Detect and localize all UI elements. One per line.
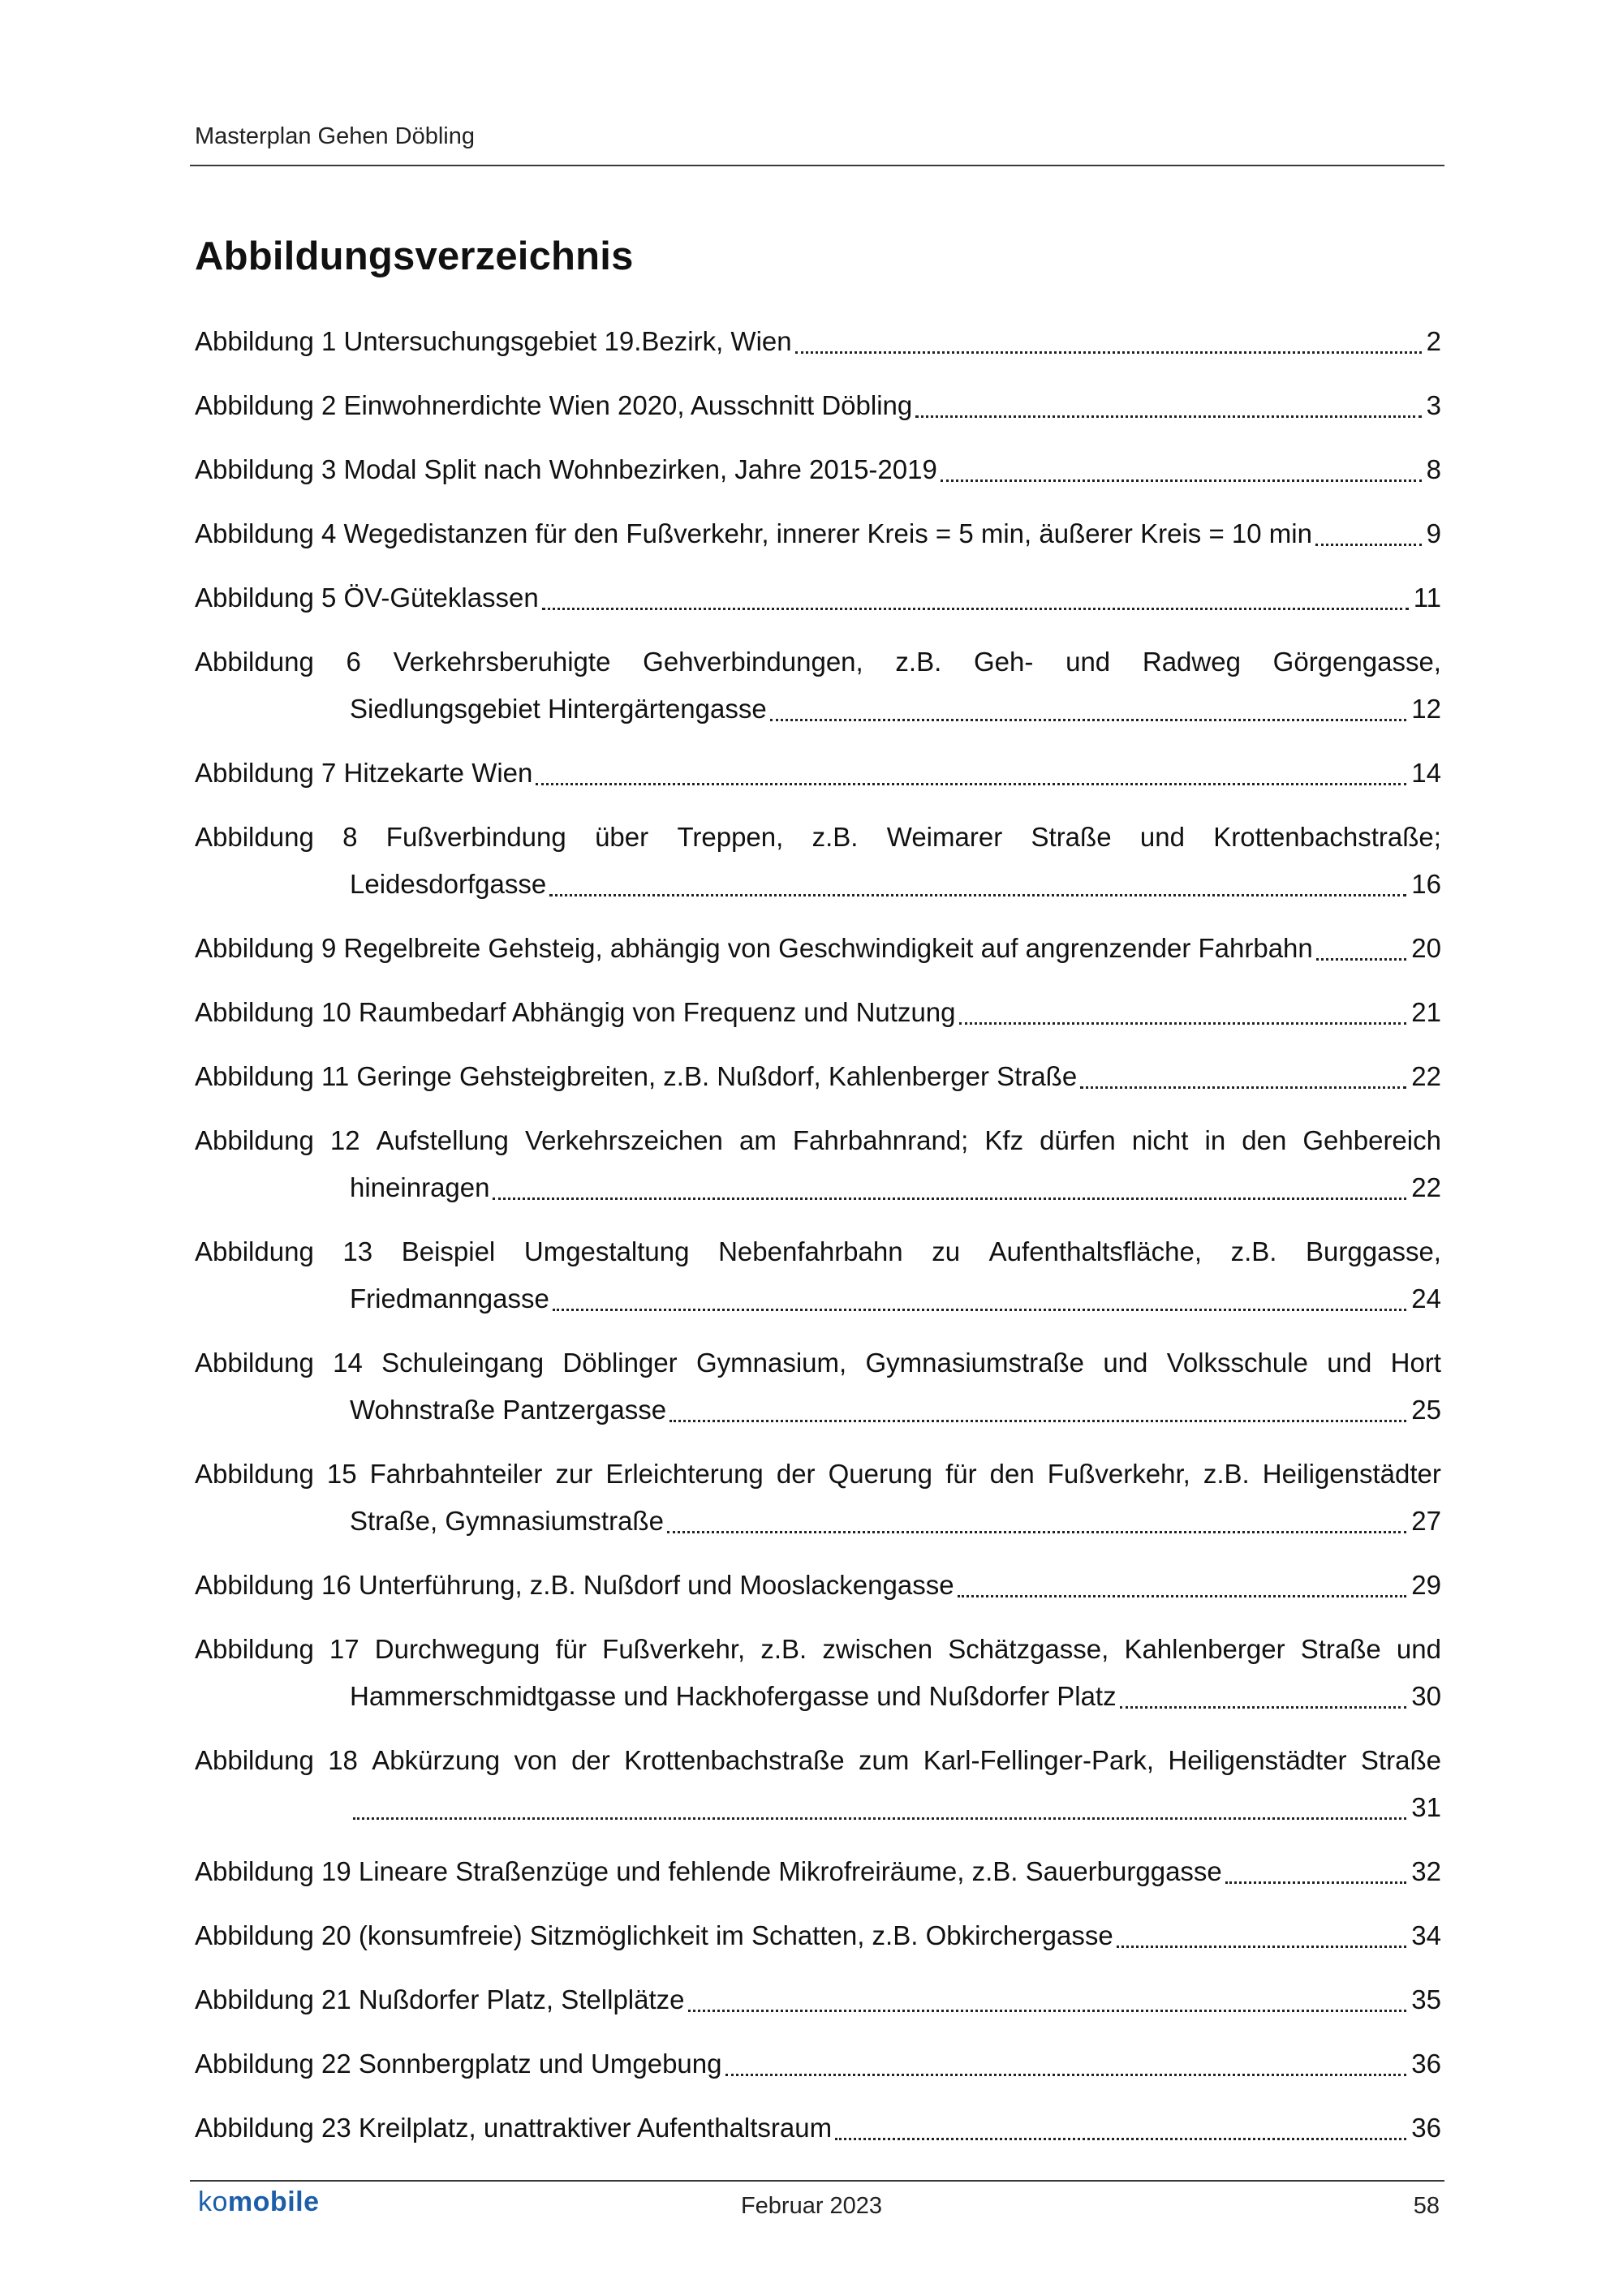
toc-word: zwischen: [822, 1634, 933, 1664]
toc-word: Weimarer: [886, 822, 1003, 852]
toc-word: und: [1327, 1348, 1372, 1378]
toc-word: zur: [555, 1459, 593, 1489]
toc-word: Schätzgasse,: [948, 1634, 1109, 1664]
toc-word: 18: [328, 1745, 358, 1775]
toc-entry[interactable]: [195, 1912, 1441, 1959]
toc-word: Aufenthaltsfläche,: [988, 1236, 1202, 1266]
toc-word: 12: [329, 1125, 360, 1155]
toc-word: Abbildung: [195, 822, 314, 852]
toc-word: Durchwegung: [374, 1634, 540, 1664]
toc-page-number: 25: [1411, 1395, 1441, 1425]
toc-word: Straße: [1031, 822, 1112, 852]
toc-entry[interactable]: [195, 446, 1441, 493]
toc-entry-text: Abbildung 16 Unterführung, z.B. Nußdorf und Mooslackengasse: [195, 1570, 954, 1600]
dot-leader: [795, 351, 1422, 354]
toc-word: für: [555, 1634, 588, 1664]
toc-page-number: 14: [1411, 758, 1441, 788]
toc-entry-text: Abbildung 20 (konsumfreie) Sitzmöglichkeit im Schatten, z.B. Obkirchergasse: [195, 1920, 1113, 1950]
toc-word: Erleichterung: [605, 1459, 764, 1489]
toc-entry-first-line: [195, 814, 1441, 861]
toc-entry[interactable]: [195, 1451, 1441, 1545]
toc-page-number: 32: [1411, 1856, 1441, 1886]
toc-word: über: [595, 822, 649, 852]
toc-word: Geh-: [974, 647, 1034, 677]
toc-page-number: 21: [1411, 997, 1441, 1027]
toc-entry-first-line: [195, 1737, 1441, 1784]
toc-word: 15: [326, 1459, 357, 1489]
toc-entry[interactable]: [195, 1848, 1441, 1895]
toc-word: Gymnasium,: [695, 1348, 847, 1378]
toc-entry[interactable]: [195, 1117, 1441, 1211]
dot-leader: [1117, 1946, 1407, 1948]
toc-entry[interactable]: [195, 318, 1441, 365]
toc-word: Karl-Fellinger-Park,: [923, 1745, 1155, 1775]
dot-leader: [667, 1531, 1406, 1533]
toc-word: Straße: [1360, 1745, 1441, 1775]
toc-entry-text: Abbildung 9 Regelbreite Gehsteig, abhängig von Geschwindigkeit auf angrenzender Fahrbahn: [195, 933, 1313, 963]
toc-word: der: [571, 1745, 610, 1775]
toc-entry[interactable]: [195, 1626, 1441, 1720]
toc-word: Abbildung: [195, 1125, 314, 1155]
toc-entry-continuation: hineinragen: [350, 1172, 490, 1202]
toc-word: am: [738, 1125, 777, 1155]
toc-entry[interactable]: [195, 1053, 1441, 1100]
toc-word: Umgestaltung: [523, 1236, 690, 1266]
dot-leader: [536, 783, 1406, 785]
toc-word: Krottenbachstraße: [624, 1745, 845, 1775]
dot-leader: [1315, 544, 1422, 546]
footer-date: Februar 2023: [740, 2193, 883, 2219]
toc-word: Querung: [828, 1459, 933, 1489]
toc-entry[interactable]: [195, 1737, 1441, 1831]
toc-entry-continuation: Leidesdorfgasse: [350, 869, 547, 899]
toc-entry-first-line: [195, 1117, 1441, 1164]
toc-entry[interactable]: [195, 1339, 1441, 1434]
toc-page-number: 11: [1413, 583, 1441, 613]
toc-entry-text: Abbildung 21 Nußdorfer Platz, Stellplätze: [195, 1984, 685, 2014]
toc-page-number: 16: [1411, 869, 1441, 899]
dot-leader: [725, 2074, 1407, 2076]
toc-entry-continuation: Siedlungsgebiet Hintergärtengasse: [350, 694, 767, 724]
toc-word: für: [945, 1459, 977, 1489]
toc-entry[interactable]: [195, 1228, 1441, 1322]
toc-word: Schuleingang: [381, 1348, 545, 1378]
toc-word: Gehverbindungen,: [643, 647, 863, 677]
toc-word: Fußverkehr,: [602, 1634, 746, 1664]
dot-leader: [959, 1022, 1407, 1025]
toc-word: Kfz: [984, 1125, 1024, 1155]
toc-word: und: [1103, 1348, 1148, 1378]
toc-entry[interactable]: [195, 638, 1441, 733]
toc-word: in: [1204, 1125, 1226, 1155]
toc-word: Abbildung: [195, 1348, 314, 1378]
toc-word: z.B.: [1203, 1459, 1250, 1489]
toc-page-number: 3: [1426, 390, 1441, 420]
toc-word: Abbildung: [195, 1745, 314, 1775]
toc-word: der: [776, 1459, 816, 1489]
toc-word: z.B.: [1230, 1236, 1277, 1266]
toc-word: Görgengasse,: [1272, 647, 1441, 677]
toc-word: und: [1396, 1634, 1441, 1664]
toc-word: Abkürzung: [372, 1745, 501, 1775]
toc-entry-text: Abbildung 10 Raumbedarf Abhängig von Frequenz und Nutzung: [195, 997, 956, 1027]
toc-entry-first-line: [195, 638, 1441, 686]
toc-entry-first-line: [195, 1626, 1441, 1673]
toc-entry[interactable]: [195, 1976, 1441, 2023]
toc-entry-text: Abbildung 11 Geringe Gehsteigbreiten, z.B. Nußdorf, Kahlenberger Straße: [195, 1061, 1078, 1091]
toc-word: Döblinger: [562, 1348, 678, 1378]
toc-word: Heiligenstädter: [1262, 1459, 1441, 1489]
toc-word: Burggasse,: [1306, 1236, 1441, 1266]
toc-word: 17: [329, 1634, 359, 1664]
toc-word: Hort: [1390, 1348, 1441, 1378]
dot-leader: [1225, 1881, 1407, 1884]
logo-prefix: ko: [198, 2186, 228, 2217]
toc-word: Heiligenstädter: [1168, 1745, 1347, 1775]
toc-word: 14: [333, 1348, 363, 1378]
toc-word: Krottenbachstraße;: [1213, 822, 1441, 852]
toc-word: Kahlenberger: [1124, 1634, 1285, 1664]
toc-entry-text: Abbildung 5 ÖV-Güteklassen: [195, 583, 539, 613]
dot-leader: [1120, 1706, 1407, 1709]
dot-leader: [835, 2138, 1406, 2140]
dot-leader: [493, 1197, 1406, 1200]
toc-entry-continuation: Friedmanngasse: [350, 1283, 549, 1314]
toc-word: dürfen: [1040, 1125, 1116, 1155]
dot-leader: [1080, 1086, 1406, 1089]
toc-page-number: 24: [1411, 1283, 1441, 1314]
dot-leader: [958, 1595, 1407, 1597]
dot-leader: [353, 1817, 1406, 1820]
dot-leader: [941, 479, 1422, 482]
toc-page-number: 9: [1426, 518, 1441, 548]
toc-word: Fahrbahnteiler: [369, 1459, 543, 1489]
toc-entry[interactable]: [195, 2040, 1441, 2087]
toc-word: 8: [342, 822, 358, 852]
dot-leader: [553, 1309, 1406, 1311]
toc-word: 13: [342, 1236, 373, 1266]
toc-page-number: 34: [1411, 1920, 1441, 1950]
toc-word: z.B.: [895, 647, 942, 677]
header-divider: [190, 165, 1444, 166]
toc-entry-continuation: Hammerschmidtgasse und Hackhofergasse und Nußdorfer Platz: [350, 1681, 1117, 1711]
toc-entry-text: Abbildung 19 Lineare Straßenzüge und fehlende Mikrofreiräume, z.B. Sauerburggasse: [195, 1856, 1222, 1886]
toc-entry[interactable]: [195, 574, 1441, 621]
toc-page-number: 29: [1411, 1570, 1441, 1600]
toc-page-number: 36: [1411, 2049, 1441, 2079]
dot-leader: [688, 2010, 1407, 2012]
running-header: Masterplan Gehen Döbling: [195, 123, 475, 149]
toc-entry-first-line: [195, 1451, 1441, 1498]
toc-word: Fußverkehr,: [1047, 1459, 1190, 1489]
dot-leader: [549, 894, 1406, 896]
dot-leader: [1316, 958, 1407, 961]
toc-word: Abbildung: [195, 1459, 314, 1489]
toc-page-number: 35: [1411, 1984, 1441, 2014]
toc-word: Fahrbahnrand;: [792, 1125, 969, 1155]
toc-word: z.B.: [760, 1634, 807, 1664]
footer-divider: [190, 2180, 1444, 2182]
toc-entry-first-line: [195, 1228, 1441, 1275]
toc-entry-text: Abbildung 3 Modal Split nach Wohnbezirken, Jahre 2015-2019: [195, 454, 937, 484]
toc-entry-text: Abbildung 4 Wegedistanzen für den Fußverkehr, innerer Kreis = 5 min, äußerer Kreis = 10 min: [195, 518, 1312, 548]
toc-entry-text: Abbildung 22 Sonnbergplatz und Umgebung: [195, 2049, 722, 2079]
toc-page-number: 27: [1411, 1506, 1441, 1536]
page-number: 58: [1413, 2193, 1440, 2219]
dot-leader: [542, 608, 1409, 610]
toc-page-number: 20: [1411, 933, 1441, 963]
dot-leader: [915, 415, 1421, 418]
toc-word: den: [1242, 1125, 1287, 1155]
toc-word: Nebenfahrbahn: [718, 1236, 903, 1266]
toc-entry[interactable]: [195, 382, 1441, 429]
toc-entry[interactable]: [195, 2105, 1441, 2152]
toc-page-number: 30: [1411, 1681, 1441, 1711]
toc-word: Straße: [1300, 1634, 1381, 1664]
dot-leader: [669, 1420, 1406, 1422]
toc-word: nicht: [1131, 1125, 1189, 1155]
toc-entry-continuation: Wohnstraße Pantzergasse: [350, 1395, 667, 1425]
toc-entry-text: Abbildung 2 Einwohnerdichte Wien 2020, Ausschnitt Döbling: [195, 390, 913, 420]
toc-entry[interactable]: [195, 510, 1441, 557]
toc-page-number: 22: [1411, 1061, 1441, 1091]
toc-entry[interactable]: [195, 814, 1441, 908]
toc-word: z.B.: [812, 822, 859, 852]
toc-word: Abbildung: [195, 1634, 314, 1664]
toc-entry[interactable]: [195, 989, 1441, 1036]
list-of-figures: [195, 318, 1441, 2169]
toc-word: Aufstellung: [376, 1125, 509, 1155]
logo-suffix: mobile: [227, 2186, 320, 2217]
toc-word: Treppen,: [677, 822, 784, 852]
toc-word: zu: [932, 1236, 961, 1266]
toc-entry-text: Abbildung 23 Kreilplatz, unattraktiver Aufenthaltsraum: [195, 2113, 833, 2143]
toc-word: Verkehrsberuhigte: [393, 647, 611, 677]
toc-word: Abbildung: [195, 647, 314, 677]
toc-entry[interactable]: [195, 1562, 1441, 1609]
toc-page-number: 31: [1411, 1792, 1441, 1822]
toc-word: den: [989, 1459, 1035, 1489]
toc-entry[interactable]: [195, 925, 1441, 972]
toc-entry-text: Abbildung 1 Untersuchungsgebiet 19.Bezirk, Wien: [195, 326, 792, 356]
toc-page-number: 8: [1426, 454, 1441, 484]
page-title: Abbildungsverzeichnis: [195, 234, 634, 278]
toc-entry-first-line: [195, 1339, 1441, 1387]
toc-entry[interactable]: [195, 750, 1441, 797]
toc-page-number: 2: [1426, 326, 1441, 356]
toc-word: und: [1139, 822, 1185, 852]
toc-entry-continuation: Straße, Gymnasiumstraße: [350, 1506, 664, 1536]
toc-word: von: [514, 1745, 558, 1775]
toc-word: Fußverbindung: [385, 822, 566, 852]
toc-word: Volksschule: [1166, 1348, 1308, 1378]
toc-word: Radweg: [1142, 647, 1241, 677]
toc-entry-text: Abbildung 7 Hitzekarte Wien: [195, 758, 533, 788]
toc-word: zum: [859, 1745, 910, 1775]
toc-page-number: 36: [1411, 2113, 1441, 2143]
toc-word: Gymnasiumstraße: [865, 1348, 1085, 1378]
toc-page-number: 12: [1411, 694, 1441, 724]
dot-leader: [770, 719, 1407, 721]
toc-page-number: 22: [1411, 1172, 1441, 1202]
toc-word: Verkehrszeichen: [524, 1125, 723, 1155]
toc-word: und: [1065, 647, 1111, 677]
toc-word: Abbildung: [195, 1236, 314, 1266]
toc-word: 6: [346, 647, 361, 677]
toc-word: Gehbereich: [1302, 1125, 1441, 1155]
toc-word: Beispiel: [401, 1236, 496, 1266]
